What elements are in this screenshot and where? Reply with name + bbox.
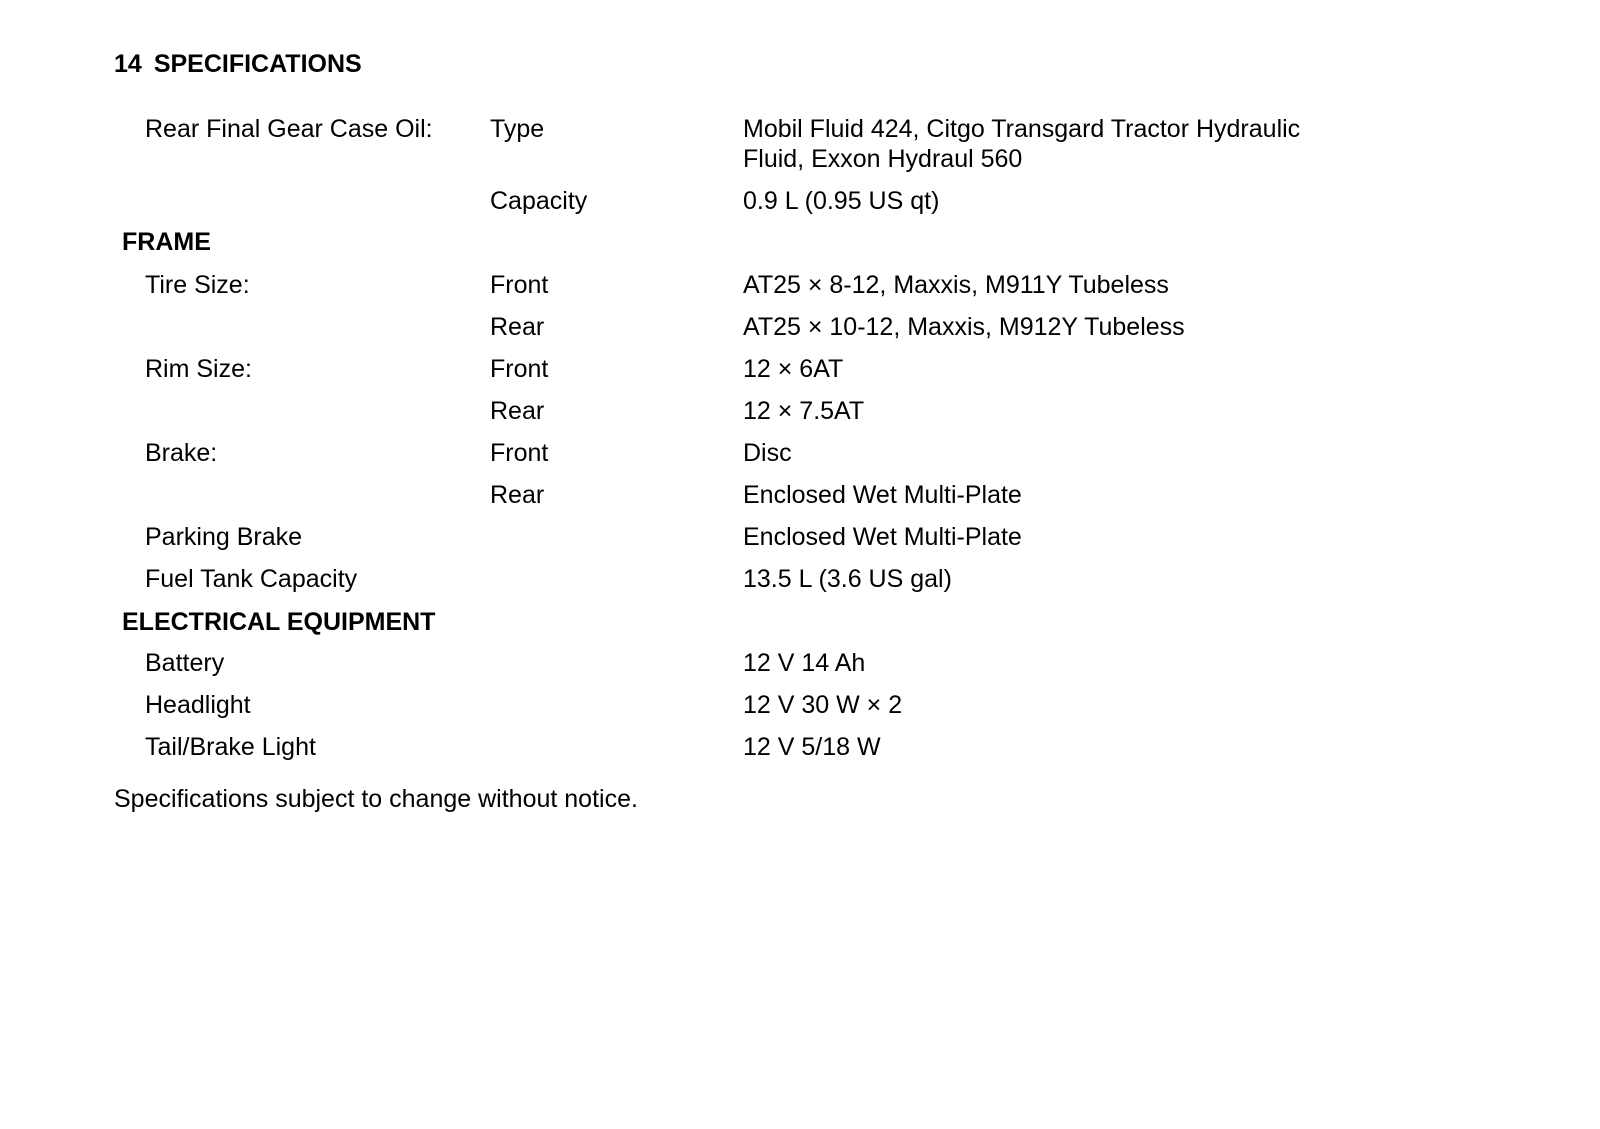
spec-sublabel-rim-rear: Rear: [490, 397, 545, 425]
spec-value-oil-type-line2: Fluid, Exxon Hydraul 560: [743, 145, 1023, 173]
spec-value-oil-type: [743, 114, 1300, 174]
footer-note: Specifications subject to change without notice.: [114, 785, 638, 813]
spec-value-brake-front: Disc: [743, 439, 792, 467]
spec-value-tire-front: AT25 × 8-12, Maxxis, M911Y Tubeless: [743, 271, 1169, 299]
page-number: 14: [114, 50, 142, 78]
spec-sublabel-oil-capacity: Capacity: [490, 187, 588, 215]
section-heading-electrical: ELECTRICAL EQUIPMENT: [122, 608, 436, 636]
spec-sublabel-brake-rear: Rear: [490, 481, 545, 509]
spec-sublabel-oil-type: Type: [490, 115, 545, 143]
page-header: [114, 50, 362, 79]
spec-value-rim-front: 12 × 6AT: [743, 355, 844, 383]
spec-label-tire-size: Tire Size:: [145, 271, 250, 299]
spec-sublabel-tire-rear: Rear: [490, 313, 545, 341]
page-title: SPECIFICATIONS: [153, 50, 362, 78]
spec-label-oil: Rear Final Gear Case Oil:: [145, 115, 433, 143]
spec-label-fuel-tank: Fuel Tank Capacity: [145, 565, 358, 593]
spec-value-oil-capacity: 0.9 L (0.95 US qt): [743, 187, 940, 215]
spec-value-fuel-tank: 13.5 L (3.6 US gal): [743, 565, 952, 593]
spec-label-parking-brake: Parking Brake: [145, 523, 303, 551]
spec-label-tail-brake-light: Tail/Brake Light: [145, 733, 316, 761]
spec-label-headlight: Headlight: [145, 691, 251, 719]
spec-value-tire-rear: AT25 × 10-12, Maxxis, M912Y Tubeless: [743, 313, 1185, 341]
spec-value-tail-brake-light: 12 V 5/18 W: [743, 733, 881, 761]
spec-label-battery: Battery: [145, 649, 225, 677]
spec-value-oil-type-line1: Mobil Fluid 424, Citgo Transgard Tractor Hydraulic: [743, 115, 1301, 143]
spec-value-headlight: 12 V 30 W × 2: [743, 691, 903, 719]
spec-sublabel-tire-front: Front: [490, 271, 549, 299]
spec-sublabel-rim-front: Front: [490, 355, 549, 383]
spec-value-rim-rear: 12 × 7.5AT: [743, 397, 865, 425]
spec-value-brake-rear: Enclosed Wet Multi-Plate: [743, 481, 1022, 509]
spec-label-rim-size: Rim Size:: [145, 355, 252, 383]
spec-value-parking-brake: Enclosed Wet Multi-Plate: [743, 523, 1022, 551]
spec-value-battery: 12 V 14 Ah: [743, 649, 866, 677]
spec-label-brake: Brake:: [145, 439, 218, 467]
spec-sublabel-brake-front: Front: [490, 439, 549, 467]
section-heading-frame: FRAME: [122, 228, 211, 256]
